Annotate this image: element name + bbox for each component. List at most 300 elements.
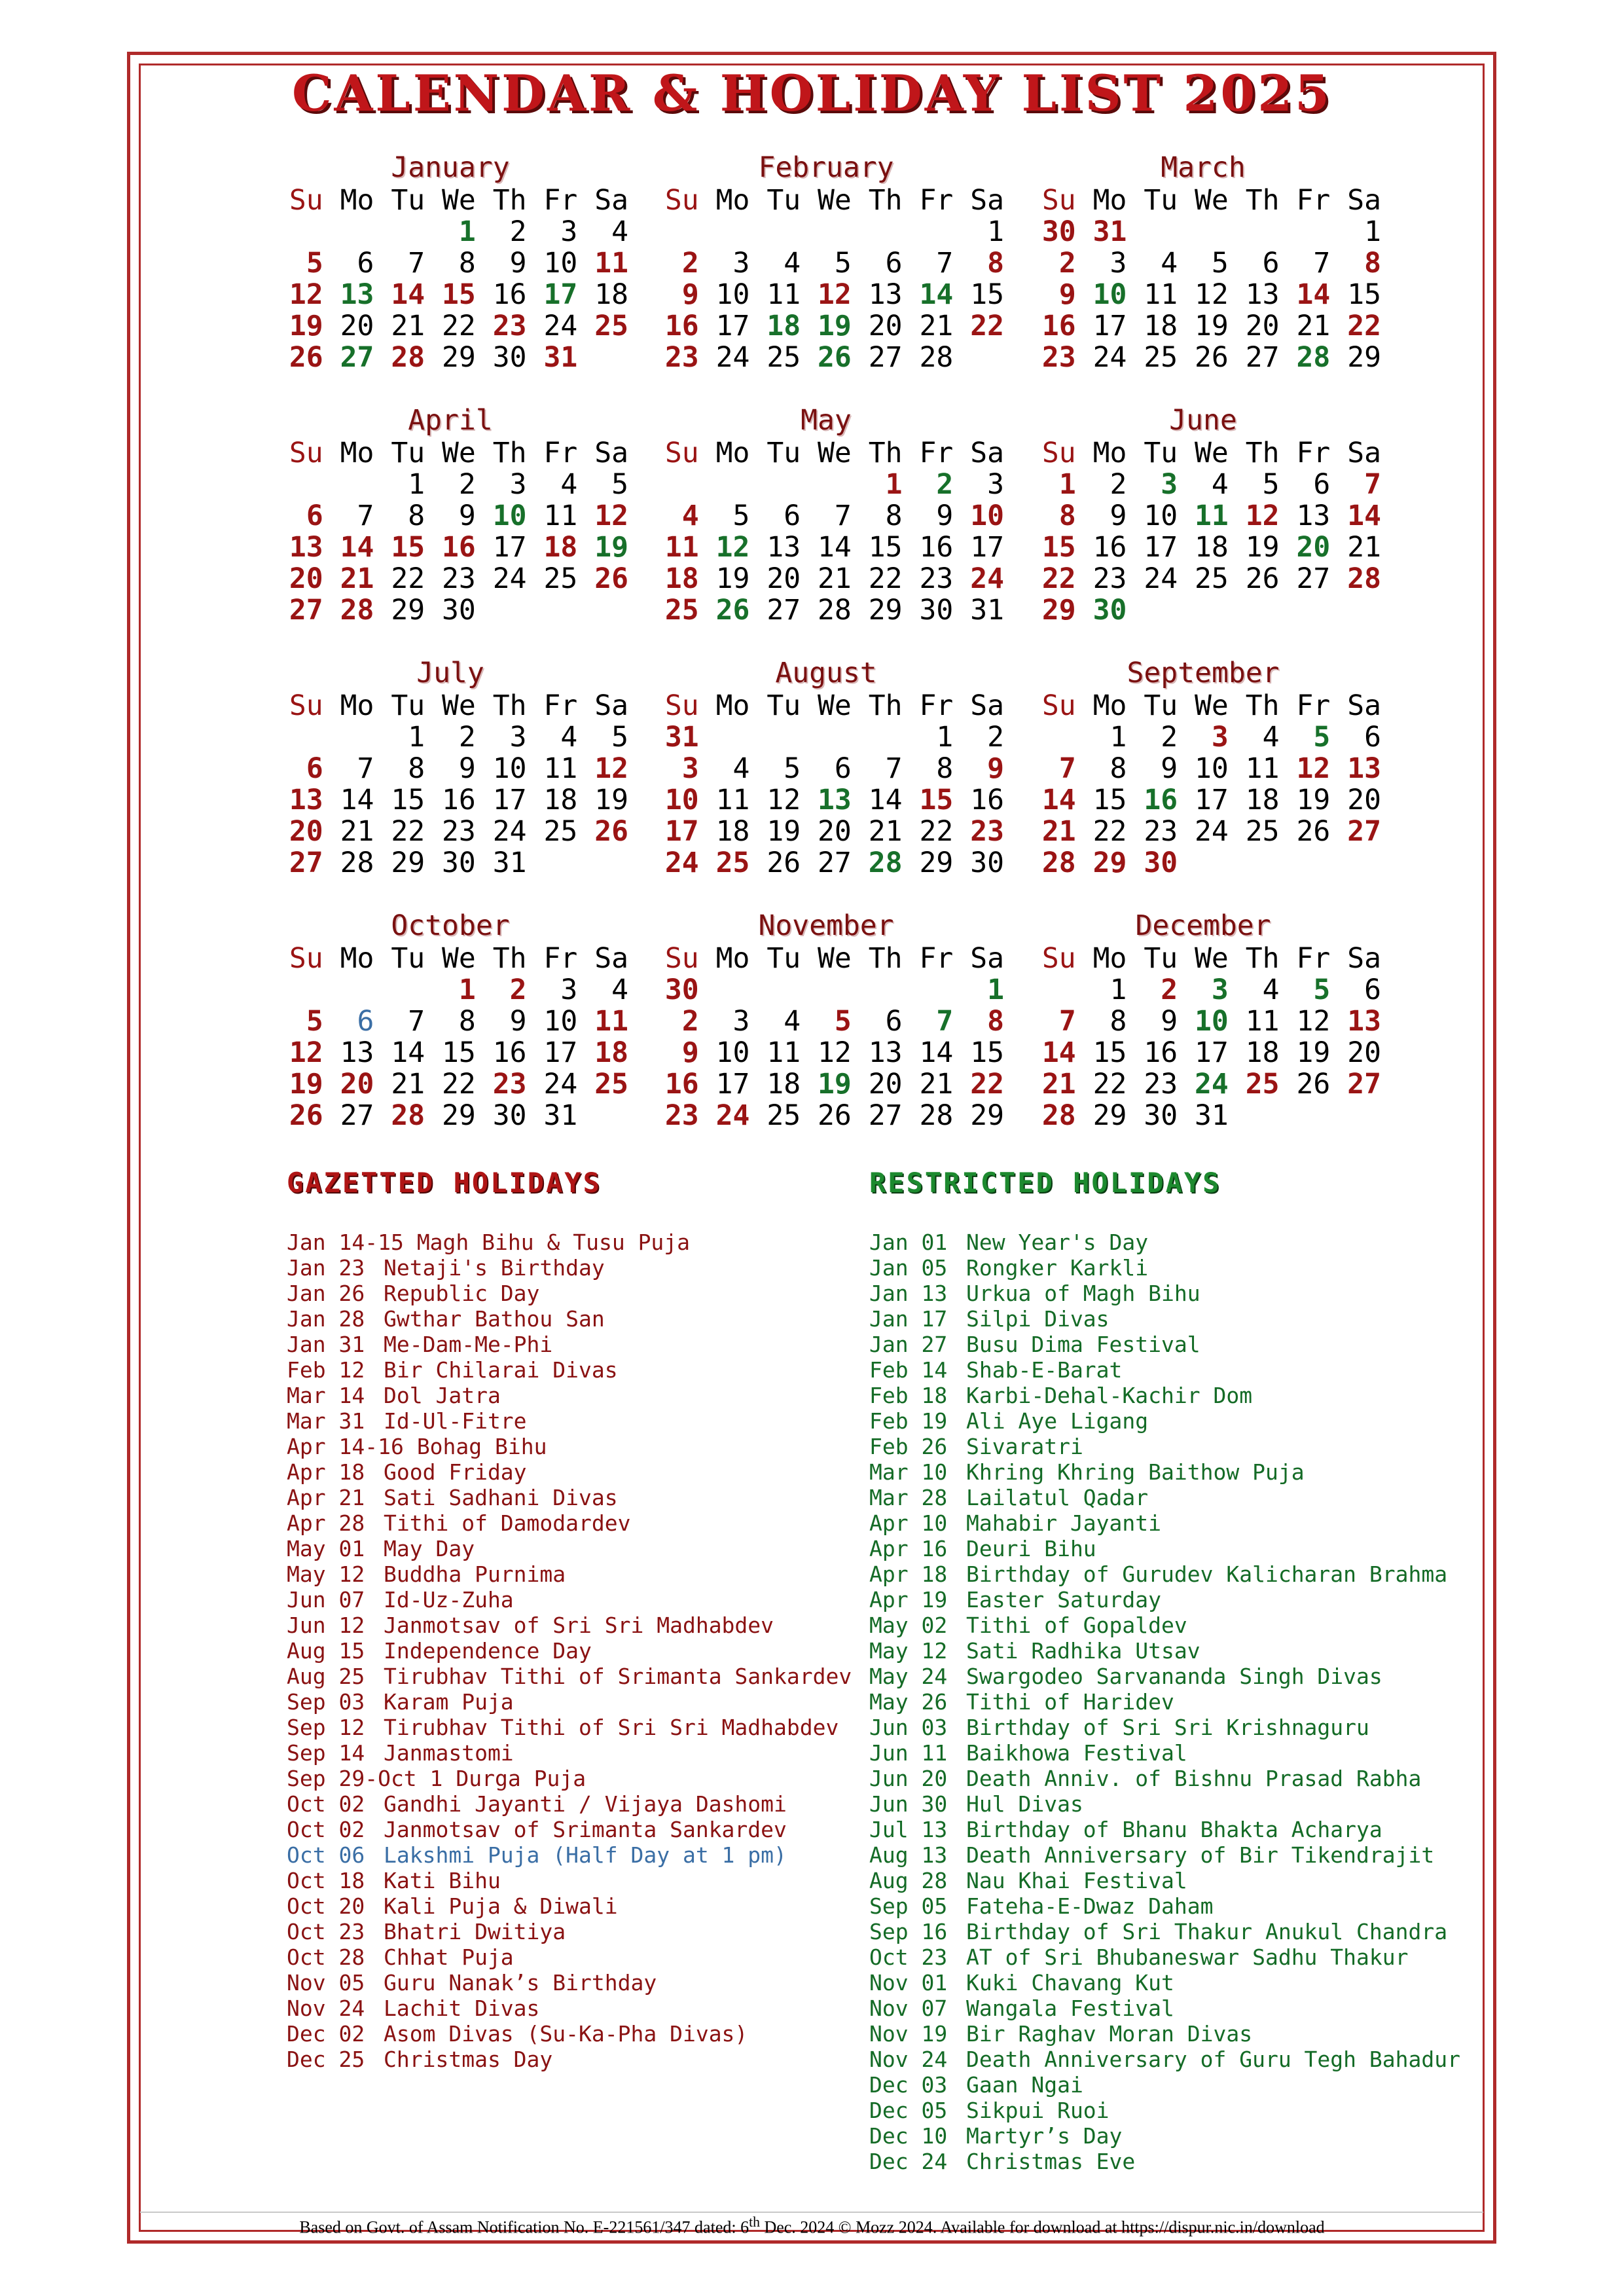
holiday-day: 22 — [970, 1068, 1004, 1101]
week-row — [648, 974, 1004, 1006]
restricted-holiday-item — [869, 1434, 1460, 1459]
month-title: November — [758, 909, 894, 942]
page-title: CALENDAR & HOLIDAY LIST 2025 — [291, 64, 1333, 122]
day: 22 — [868, 562, 903, 595]
day: 7 — [1313, 247, 1331, 280]
gazetted-holiday-item — [287, 1970, 852, 1995]
holiday-day: 23 — [492, 1068, 527, 1101]
holiday-name: Tithi of Haridev — [966, 1689, 1174, 1715]
day: 3 — [509, 468, 527, 501]
gazetted-holidays-list — [287, 1230, 852, 2072]
day: 10 — [543, 247, 578, 280]
day: 25 — [543, 562, 578, 595]
day: 16 — [919, 531, 954, 564]
holiday-date: Apr 18 — [869, 1561, 948, 1587]
holiday-day: 9 — [987, 752, 1004, 785]
holiday-date: Oct 02 — [287, 1817, 365, 1842]
weekday-label: Mo — [1092, 942, 1127, 975]
day: 26 — [818, 1099, 852, 1132]
restricted-holiday-item — [869, 1944, 1460, 1970]
holiday-name: Buddha Purnima — [384, 1561, 566, 1587]
day: 27 — [818, 847, 852, 879]
weekday-label: Mo — [1092, 437, 1127, 469]
holiday-name: Karam Puja — [384, 1689, 514, 1715]
holiday-date: Feb 18 — [869, 1383, 948, 1408]
day: 6 — [1364, 974, 1381, 1006]
day: 9 — [509, 1005, 527, 1038]
week-row — [648, 310, 1004, 342]
holiday-day: 16 — [1041, 310, 1076, 342]
holiday-day: 8 — [1058, 500, 1076, 532]
restricted-holiday-day: 20 — [1296, 531, 1331, 564]
day: 2 — [458, 468, 476, 501]
gazetted-holiday-item — [287, 1561, 852, 1587]
holiday-date: Feb 19 — [869, 1408, 948, 1434]
week-row — [1025, 974, 1381, 1006]
day: 18 — [1245, 1036, 1280, 1069]
holiday-date: Dec 24 — [869, 2149, 948, 2174]
day: 3 — [987, 468, 1004, 501]
holiday-name: Janmastomi — [384, 1740, 514, 1766]
day: 7 — [408, 1005, 425, 1038]
restricted-holiday-day: 2 — [936, 468, 954, 501]
holiday-name: Tithi of Damodardev — [384, 1510, 631, 1536]
holiday-day: 24 — [970, 562, 1004, 595]
day: 4 — [611, 215, 628, 248]
day: 5 — [784, 752, 801, 785]
week-row — [272, 310, 628, 342]
day: 30 — [492, 341, 527, 374]
day: 13 — [340, 1036, 374, 1069]
weekday-label: Tu — [391, 437, 425, 469]
day: 4 — [732, 752, 750, 785]
restricted-holiday-item — [869, 2021, 1460, 2047]
weekday-label: We — [442, 184, 476, 217]
holiday-date: Sep 14 — [287, 1740, 365, 1766]
holiday-date: Feb 26 — [869, 1434, 948, 1459]
day: 24 — [543, 310, 578, 342]
month-days-table — [648, 185, 1004, 373]
day: 4 — [1211, 468, 1229, 501]
holiday-date: Oct 23 — [869, 1944, 948, 1970]
weekday-label: Su — [664, 689, 699, 722]
day: 9 — [1110, 500, 1127, 532]
holiday-date: Sep 05 — [869, 1893, 948, 1919]
restricted-holiday-item — [869, 1408, 1460, 1434]
week-row — [1025, 784, 1381, 816]
day: 15 — [1347, 278, 1381, 311]
empty-day — [699, 721, 750, 753]
weekday-label: Sa — [970, 184, 1004, 217]
empty-day — [1330, 594, 1381, 626]
empty-day — [1025, 974, 1076, 1006]
empty-day — [1229, 594, 1280, 626]
footer-text-sup: th — [749, 2214, 760, 2230]
day: 16 — [1144, 1036, 1178, 1069]
holiday-name: Lailatul Qadar — [966, 1485, 1149, 1510]
holiday-name: Nau Khai Festival — [966, 1868, 1187, 1893]
holiday-name: Durga Puja — [456, 1766, 586, 1791]
empty-day — [1229, 216, 1280, 247]
gazetted-holiday-item — [287, 1919, 852, 1944]
day: 10 — [715, 1036, 750, 1069]
month-title: May — [801, 404, 852, 437]
holiday-day: 22 — [1041, 562, 1076, 595]
restricted-holiday-day: 27 — [340, 341, 374, 374]
holiday-name: Christmas Eve — [966, 2149, 1136, 2174]
gazetted-holiday-item — [287, 1357, 852, 1383]
holiday-date: Oct 20 — [287, 1893, 365, 1919]
holiday-day: 12 — [1296, 752, 1331, 785]
day: 23 — [1144, 1068, 1178, 1101]
holiday-name: Rongker Karkli — [966, 1255, 1149, 1281]
restricted-holiday-day: 30 — [1092, 594, 1127, 627]
holiday-name: Good Friday — [384, 1459, 527, 1485]
holiday-date: Jun 30 — [869, 1791, 948, 1817]
day: 11 — [1144, 278, 1178, 311]
day: 17 — [1195, 1036, 1229, 1069]
holiday-date: Mar 10 — [869, 1459, 948, 1485]
holiday-date: Sep 16 — [869, 1919, 948, 1944]
weekday-label: We — [818, 942, 852, 975]
week-row — [1025, 247, 1381, 279]
restricted-holiday-day: 11 — [1195, 500, 1229, 532]
empty-day — [1280, 1100, 1331, 1131]
restricted-holiday-item — [869, 1459, 1460, 1485]
day: 5 — [834, 247, 852, 280]
restricted-holiday-item — [869, 1383, 1460, 1408]
holiday-date: Nov 07 — [869, 1995, 948, 2021]
holiday-name: AT of Sri Bhubaneswar Sadhu Thakur — [966, 1944, 1409, 1970]
day: 13 — [767, 531, 801, 564]
week-row — [1025, 469, 1381, 500]
restricted-holiday-item — [869, 2149, 1460, 2174]
weekday-label: Tu — [391, 184, 425, 217]
day: 7 — [357, 500, 374, 532]
day: 22 — [442, 310, 476, 342]
month-title: March — [1161, 151, 1246, 184]
day: 21 — [868, 815, 903, 848]
day: 28 — [919, 1099, 954, 1132]
day: 1 — [408, 468, 425, 501]
holiday-day: 14 — [391, 278, 425, 311]
day: 13 — [1296, 500, 1331, 532]
holiday-day: 3 — [681, 752, 699, 785]
restricted-holiday-day: 19 — [818, 310, 852, 342]
month-days-table — [1025, 185, 1381, 373]
empty-day — [577, 342, 628, 373]
holiday-day: 28 — [1347, 562, 1381, 595]
day: 5 — [732, 500, 750, 532]
day: 14 — [340, 784, 374, 816]
day: 4 — [784, 247, 801, 280]
holiday-date: Jan 05 — [869, 1255, 948, 1281]
weekday-label: Sa — [1347, 689, 1381, 722]
empty-day — [374, 974, 425, 1006]
weekday-header-row — [1025, 185, 1381, 216]
day: 2 — [1161, 721, 1178, 754]
holiday-day: 3 — [1211, 721, 1229, 754]
day: 6 — [1313, 468, 1331, 501]
holiday-date: May 12 — [287, 1561, 365, 1587]
week-row — [272, 469, 628, 500]
holiday-day: 25 — [664, 594, 699, 627]
weekday-label: Tu — [1144, 689, 1178, 722]
restricted-holiday-item — [869, 1510, 1460, 1536]
day: 3 — [509, 721, 527, 754]
weekday-label: Su — [1041, 689, 1076, 722]
weekday-label: We — [1195, 184, 1229, 217]
holiday-day: 11 — [594, 247, 628, 280]
day: 29 — [1347, 341, 1381, 374]
holiday-name: Death Anniversary of Guru Tegh Bahadur — [966, 2047, 1460, 2072]
week-row — [1025, 594, 1381, 626]
day: 27 — [767, 594, 801, 627]
weekday-label: We — [818, 437, 852, 469]
holiday-date: Apr 21 — [287, 1485, 365, 1510]
holiday-day: 12 — [1245, 500, 1280, 532]
empty-day — [476, 594, 527, 626]
month-title: October — [391, 909, 510, 942]
month-title: December — [1135, 909, 1271, 942]
holiday-day: 26 — [594, 562, 628, 595]
day: 10 — [492, 752, 527, 785]
holiday-date: Aug 15 — [287, 1638, 365, 1664]
holiday-day: 26 — [289, 1099, 323, 1132]
weekday-label: We — [1195, 942, 1229, 975]
holiday-date: Jan 01 — [869, 1230, 948, 1255]
weekday-label: Su — [1041, 942, 1076, 975]
week-row — [1025, 1068, 1381, 1100]
day: 1 — [987, 215, 1004, 248]
holiday-name: Kali Puja & Diwali — [384, 1893, 618, 1919]
day: 11 — [543, 752, 578, 785]
holiday-day: 24 — [664, 847, 699, 879]
holiday-date: Sep 03 — [287, 1689, 365, 1715]
weekday-header-row — [1025, 943, 1381, 974]
gazetted-holiday-item — [287, 1664, 852, 1689]
weekday-label: Mo — [340, 942, 374, 975]
day: 29 — [442, 341, 476, 374]
empty-day — [852, 216, 903, 247]
restricted-holiday-item — [869, 1970, 1460, 1995]
week-row — [272, 847, 628, 879]
day: 19 — [1296, 784, 1331, 816]
holiday-day: 9 — [1058, 278, 1076, 311]
half-day-holiday-day: 6 — [357, 1005, 374, 1038]
holiday-date: May 02 — [869, 1613, 948, 1638]
gazetted-holiday-item — [287, 1332, 852, 1357]
day: 6 — [1364, 721, 1381, 754]
holiday-day: 16 — [664, 310, 699, 342]
restricted-holiday-item — [869, 1791, 1460, 1817]
gazetted-holiday-item — [287, 1868, 852, 1893]
holiday-day: 10 — [970, 500, 1004, 532]
restricted-holiday-day: 28 — [1296, 341, 1331, 374]
holiday-name: Dol Jatra — [384, 1383, 501, 1408]
restricted-holiday-day: 12 — [715, 531, 750, 564]
weekday-label: Tu — [1144, 942, 1178, 975]
holiday-date: Jan 28 — [287, 1306, 365, 1332]
restricted-holiday-item — [869, 1485, 1460, 1510]
holiday-day: 12 — [289, 278, 323, 311]
holiday-name: Netaji's Birthday — [384, 1255, 605, 1281]
day: 19 — [1195, 310, 1229, 342]
weekday-label: Su — [664, 437, 699, 469]
day: 17 — [492, 784, 527, 816]
weekday-label: Sa — [1347, 942, 1381, 975]
restricted-holiday-day: 3 — [1161, 468, 1178, 501]
day: 20 — [1347, 784, 1381, 816]
day: 11 — [543, 500, 578, 532]
restricted-holiday-item — [869, 1357, 1460, 1383]
holiday-date: Dec 05 — [869, 2098, 948, 2123]
restricted-holiday-item — [869, 1868, 1460, 1893]
holiday-day: 28 — [1041, 847, 1076, 879]
gazetted-holiday-item — [287, 1944, 852, 1970]
day: 22 — [919, 815, 954, 848]
holiday-day: 15 — [391, 531, 425, 564]
weekday-header-row — [272, 690, 628, 721]
day: 2 — [458, 721, 476, 754]
day: 11 — [715, 784, 750, 816]
day: 8 — [458, 1005, 476, 1038]
week-row — [1025, 753, 1381, 784]
gazetted-holiday-item — [287, 1510, 852, 1536]
weekday-label: Th — [1245, 942, 1280, 975]
day: 18 — [1245, 784, 1280, 816]
week-row — [272, 500, 628, 532]
holiday-name: Asom Divas (Su-Ka-Pha Divas) — [384, 2021, 748, 2047]
holiday-date: Jun 07 — [287, 1587, 365, 1613]
holiday-name: Fateha-E-Dwaz Daham — [966, 1893, 1214, 1919]
empty-day — [903, 216, 954, 247]
gazetted-holiday-item — [287, 1842, 852, 1868]
day: 3 — [732, 247, 750, 280]
holiday-day: 28 — [391, 341, 425, 374]
week-row — [1025, 563, 1381, 594]
holiday-day: 19 — [289, 310, 323, 342]
restricted-holiday-day: 7 — [936, 1005, 954, 1038]
month-august — [648, 657, 1004, 879]
holiday-name: Baikhowa Festival — [966, 1740, 1187, 1766]
empty-day — [1178, 216, 1229, 247]
holiday-date: Sep 29-Oct 1 — [287, 1766, 443, 1791]
month-title: April — [408, 404, 493, 437]
holiday-day: 2 — [509, 974, 527, 1006]
day: 25 — [767, 1099, 801, 1132]
holiday-day: 23 — [664, 341, 699, 374]
week-row — [272, 1100, 628, 1131]
gazetted-holiday-item — [287, 1306, 852, 1332]
holiday-name: Kati Bihu — [384, 1868, 501, 1893]
day: 27 — [868, 341, 903, 374]
weekday-label: Su — [1041, 437, 1076, 469]
gazetted-holiday-item — [287, 1383, 852, 1408]
holiday-name: Chhat Puja — [384, 1944, 514, 1970]
restricted-holiday-day: 3 — [1211, 974, 1229, 1006]
holiday-day: 13 — [1347, 752, 1381, 785]
holiday-day: 8 — [987, 247, 1004, 280]
holiday-day: 20 — [289, 815, 323, 848]
holiday-day: 8 — [987, 1005, 1004, 1038]
holiday-date: Jan 26 — [287, 1281, 365, 1306]
week-row — [272, 1068, 628, 1100]
empty-day — [1330, 1100, 1381, 1131]
holiday-date: Aug 13 — [869, 1842, 948, 1868]
weekday-label: Sa — [970, 689, 1004, 722]
weekday-label: Mo — [340, 184, 374, 217]
month-days-table — [272, 943, 628, 1131]
day: 17 — [492, 531, 527, 564]
week-row — [272, 784, 628, 816]
restricted-holiday-item — [869, 1255, 1460, 1281]
day: 25 — [1195, 562, 1229, 595]
restricted-holidays-heading: RESTRICTED HOLIDAYS — [869, 1167, 1221, 1199]
day: 28 — [818, 594, 852, 627]
day: 30 — [919, 594, 954, 627]
restricted-holiday-day: 10 — [1195, 1005, 1229, 1038]
day: 19 — [715, 562, 750, 595]
restricted-holiday-day: 13 — [818, 784, 852, 816]
holiday-day: 5 — [834, 1005, 852, 1038]
empty-day — [648, 469, 699, 500]
weekday-label: Sa — [1347, 184, 1381, 217]
day: 18 — [767, 1068, 801, 1101]
holiday-name: Lakshmi Puja (Half Day at 1 pm) — [384, 1842, 787, 1868]
month-days-table — [272, 690, 628, 879]
holiday-day: 28 — [340, 594, 374, 627]
day: 15 — [868, 531, 903, 564]
restricted-holiday-day: 13 — [340, 278, 374, 311]
day: 15 — [1092, 784, 1127, 816]
day: 17 — [543, 1036, 578, 1069]
restricted-holiday-item — [869, 2047, 1460, 2072]
holiday-date: Dec 02 — [287, 2021, 365, 2047]
gazetted-holiday-item — [287, 1613, 852, 1638]
month-january — [272, 152, 628, 373]
holiday-day: 21 — [1041, 1068, 1076, 1101]
month-title: January — [391, 151, 510, 184]
gazetted-holiday-item — [287, 1536, 852, 1561]
day: 25 — [1144, 341, 1178, 374]
day: 24 — [715, 341, 750, 374]
week-row — [272, 216, 628, 247]
month-april — [272, 405, 628, 626]
day: 17 — [1092, 310, 1127, 342]
day: 18 — [543, 784, 578, 816]
weekday-label: Tu — [767, 184, 801, 217]
week-row — [648, 1006, 1004, 1037]
week-row — [1025, 342, 1381, 373]
gazetted-holiday-item — [287, 1434, 852, 1459]
weekday-label: We — [442, 942, 476, 975]
week-row — [648, 816, 1004, 847]
holiday-day: 9 — [681, 1036, 699, 1069]
day: 10 — [715, 278, 750, 311]
holiday-day: 13 — [1347, 1005, 1381, 1038]
holiday-day: 20 — [340, 1068, 374, 1101]
month-days-table — [648, 690, 1004, 879]
holiday-date: Oct 18 — [287, 1868, 365, 1893]
day: 9 — [458, 752, 476, 785]
day: 12 — [1296, 1005, 1331, 1038]
restricted-holiday-item — [869, 1919, 1460, 1944]
gazetted-holidays-heading: GAZETTED HOLIDAYS — [287, 1167, 602, 1199]
holiday-name: Sikpui Ruoi — [966, 2098, 1110, 2123]
week-row — [648, 594, 1004, 626]
restricted-holiday-day: 26 — [818, 341, 852, 374]
